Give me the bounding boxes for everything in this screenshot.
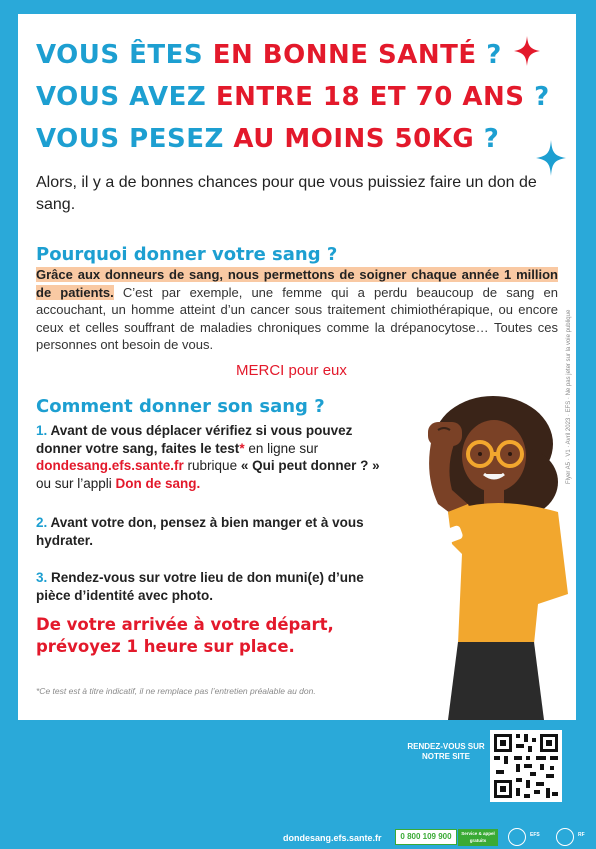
headline-line-weight (36, 118, 526, 160)
why-highlight: Grâce aux donneurs de sang, nous permettons de soigner chaque année 1 million de patients. (36, 267, 558, 300)
headline-emphasis: AU MOINS 50KG (233, 124, 475, 154)
republic-logo-text: RF (578, 832, 585, 838)
footer-website[interactable]: dondesang.efs.sante.fr (283, 833, 382, 843)
step-1 (36, 422, 396, 492)
headline-suffix: ? (476, 40, 502, 70)
headline-prefix: VOUS AVEZ (36, 82, 216, 112)
how-title: Comment donner son sang ? (36, 396, 325, 417)
flyer-card (18, 14, 576, 720)
step-text: Rendez-vous sur votre lieu de don muni(e) d’une pièce d’identité avec photo. (36, 570, 364, 603)
duration-warning: De votre arrivée à votre départ, prévoyez 1 heure sur place. (36, 615, 334, 656)
headline-line-age (36, 76, 550, 118)
red-sparkle-icon (514, 36, 540, 66)
step-number: 1. (36, 423, 48, 438)
headline (36, 34, 550, 160)
handwritten-note: MERCI pour eux (236, 362, 347, 379)
why-paragraph (36, 266, 558, 354)
headline-line-health (36, 34, 526, 76)
step-text: Avant votre don, pensez à bien manger et à vous hydrater. (36, 515, 364, 548)
headline-suffix: ? (524, 82, 550, 112)
rubric-name: « Qui peut donner ? » (240, 458, 380, 473)
qr-code[interactable] (490, 730, 562, 802)
step-text: ou sur l’appli (36, 475, 116, 491)
woman-flexing-illustration (418, 394, 568, 720)
print-mention: Flyer A5 · V1 · Avril 2023 · EFS · Ne pas jeter sur la voie publique (566, 309, 572, 484)
free-call-badge: Service & appel gratuits (458, 829, 498, 846)
visit-site-label: RENDEZ-VOUS SUR NOTRE SITE (407, 742, 485, 761)
step-2 (36, 514, 376, 549)
footnote-marker: * (239, 440, 245, 456)
step-3 (36, 569, 376, 604)
step-text: Avant de vous déplacer vérifiez si vous pouvez donner votre sang, faites le test (36, 423, 353, 456)
efs-logo-text: EFS (530, 832, 540, 838)
intro-text: Alors, il y a de bonnes chances pour que vous puissiez faire un don de sang. (36, 174, 537, 213)
blue-sparkle-icon (536, 140, 566, 176)
headline-prefix: VOUS PESEZ (36, 124, 234, 154)
efs-logo-icon (508, 828, 526, 846)
footnote: *Ce test est à titre indicatif, il ne remplace pas l’entretien préalable au don. (36, 686, 316, 696)
why-body: C’est par exemple, une femme qui a perdu beaucoup de sang en accouchant, un homme atteint d’un cancer sous traitement chimiothérapique, ou encore ceux et celles souffrant de maladies chroniques comme la drépanocytose… Toutes ces personnes ont besoin de vous. (36, 284, 558, 352)
headline-emphasis: EN BONNE SANTÉ (212, 40, 477, 70)
phone-number[interactable]: 0 800 109 900 (395, 829, 457, 845)
step-text: en ligne sur (244, 440, 319, 456)
headline-suffix: ? (474, 124, 500, 154)
website-link[interactable]: dondesang.efs.sante.fr (36, 458, 184, 473)
headline-prefix: VOUS ÊTES (36, 40, 213, 70)
app-name: Don de sang. (115, 475, 201, 491)
headline-emphasis: ENTRE 18 ET 70 ANS (215, 82, 525, 112)
why-title: Pourquoi donner votre sang ? (36, 244, 338, 265)
step-text: rubrique (183, 458, 241, 473)
republic-logo-icon (556, 828, 574, 846)
step-number: 3. (36, 570, 48, 585)
step-number: 2. (36, 515, 48, 530)
